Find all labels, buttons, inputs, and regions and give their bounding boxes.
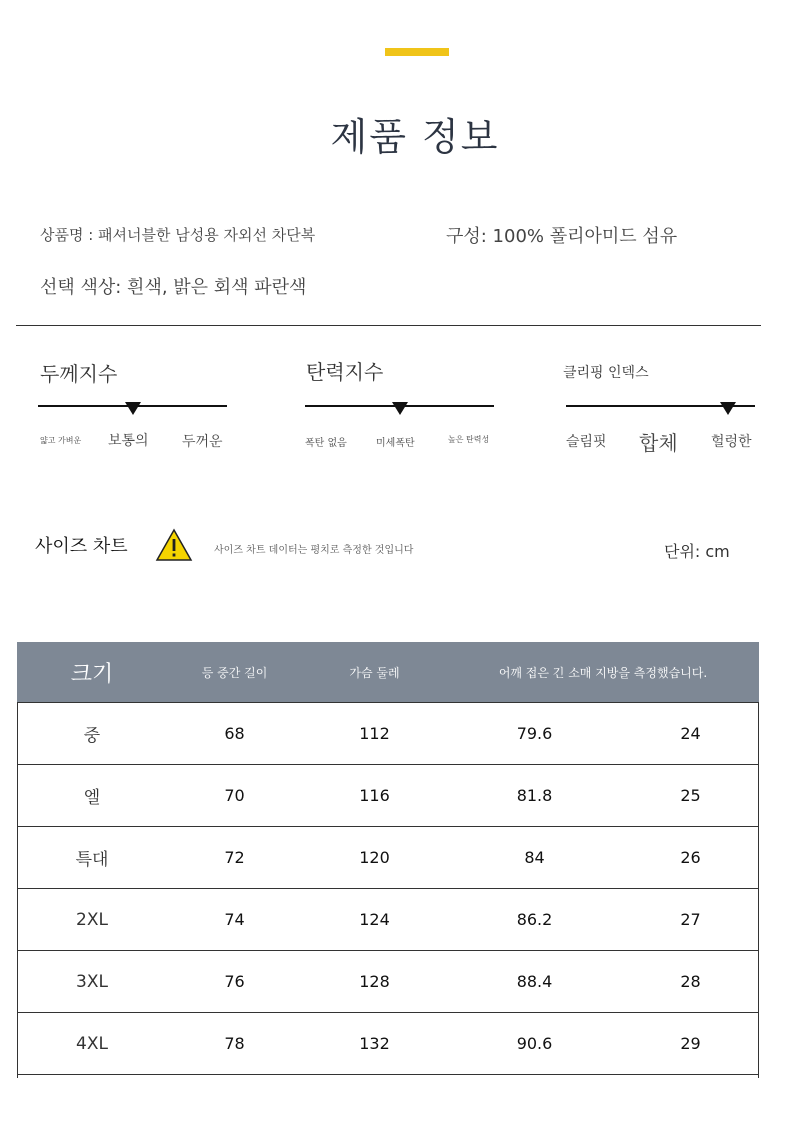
- section-divider: [16, 325, 761, 326]
- fit-label-low: 슬림핏: [566, 434, 607, 450]
- cell-chest: 124: [302, 889, 447, 951]
- cell-extra: 24: [622, 703, 759, 765]
- product-colors: 선택 색상: 흰색, 밝은 회색 파란색: [40, 277, 307, 298]
- cell-sleeve: 79.6: [447, 703, 622, 765]
- table-row: [17, 951, 759, 1013]
- thickness-scale-title: 두께지수: [40, 362, 118, 386]
- elasticity-label-low: 폭탄 없음: [305, 438, 347, 449]
- page-title: 제품 정보: [330, 115, 500, 159]
- header-chest: 가슴 둘레: [302, 642, 447, 703]
- cell-back-length: 78: [167, 1013, 302, 1075]
- thickness-label-high: 두꺼운: [182, 434, 223, 450]
- cell-chest: 120: [302, 827, 447, 889]
- cell-size: 중: [17, 703, 167, 765]
- cell-chest: 112: [302, 703, 447, 765]
- elasticity-scale-title: 탄력지수: [306, 360, 384, 384]
- unit-label: 단위: cm: [664, 542, 730, 561]
- table-row: [17, 703, 759, 765]
- cell-chest: 116: [302, 765, 447, 827]
- thickness-label-mid: 보통의: [108, 433, 149, 449]
- table-row: [17, 889, 759, 951]
- elasticity-label-mid: 미세폭탄: [376, 438, 415, 449]
- cell-size: 3XL: [17, 951, 167, 1013]
- cell-extra: 28: [622, 951, 759, 1013]
- cell-extra: 25: [622, 765, 759, 827]
- cell-back-length: 70: [167, 765, 302, 827]
- table-row: [17, 765, 759, 827]
- thickness-label-low: 얇고 가벼운: [40, 436, 82, 445]
- cell-extra: 29: [622, 1013, 759, 1075]
- fit-label-mid: 합체: [639, 431, 678, 455]
- elasticity-label-high: 높은 탄력성: [448, 435, 490, 444]
- table-row: [17, 827, 759, 889]
- product-composition: 구성: 100% 폴리아미드 섬유: [446, 226, 678, 247]
- cell-size: 4XL: [17, 1013, 167, 1075]
- cell-sleeve: 81.8: [447, 765, 622, 827]
- size-chart-title: 사이즈 차트: [35, 536, 128, 557]
- cell-extra: 27: [622, 889, 759, 951]
- header-size: 크기: [17, 642, 167, 703]
- size-table: [17, 642, 759, 1075]
- elasticity-marker: [392, 402, 408, 415]
- fit-label-high: 헐렁한: [711, 434, 752, 450]
- accent-bar: [385, 48, 449, 56]
- cell-size: 엘: [17, 765, 167, 827]
- cell-back-length: 74: [167, 889, 302, 951]
- warning-triangle-icon: [155, 528, 193, 562]
- cell-back-length: 76: [167, 951, 302, 1013]
- cell-back-length: 72: [167, 827, 302, 889]
- header-back-length: 등 중간 길이: [167, 642, 302, 703]
- cell-chest: 132: [302, 1013, 447, 1075]
- cell-chest: 128: [302, 951, 447, 1013]
- cell-size: 특대: [17, 827, 167, 889]
- cell-sleeve: 86.2: [447, 889, 622, 951]
- cell-sleeve: 88.4: [447, 951, 622, 1013]
- table-header-row: [17, 642, 759, 703]
- table-row: [17, 1013, 759, 1075]
- cell-size: 2XL: [17, 889, 167, 951]
- fit-marker: [720, 402, 736, 415]
- cell-back-length: 68: [167, 703, 302, 765]
- size-chart-note: 사이즈 차트 데이터는 평치로 측정한 것입니다: [214, 545, 414, 556]
- product-name: 상품명 : 패셔너블한 남성용 자외선 차단복: [40, 226, 316, 244]
- thickness-marker: [125, 402, 141, 415]
- cell-sleeve: 90.6: [447, 1013, 622, 1075]
- cell-extra: 26: [622, 827, 759, 889]
- cell-sleeve: 84: [447, 827, 622, 889]
- fit-scale-title: 클리핑 인덱스: [563, 365, 649, 381]
- header-sleeve: 어깨 접은 긴 소매 지방을 측정했습니다.: [447, 642, 759, 703]
